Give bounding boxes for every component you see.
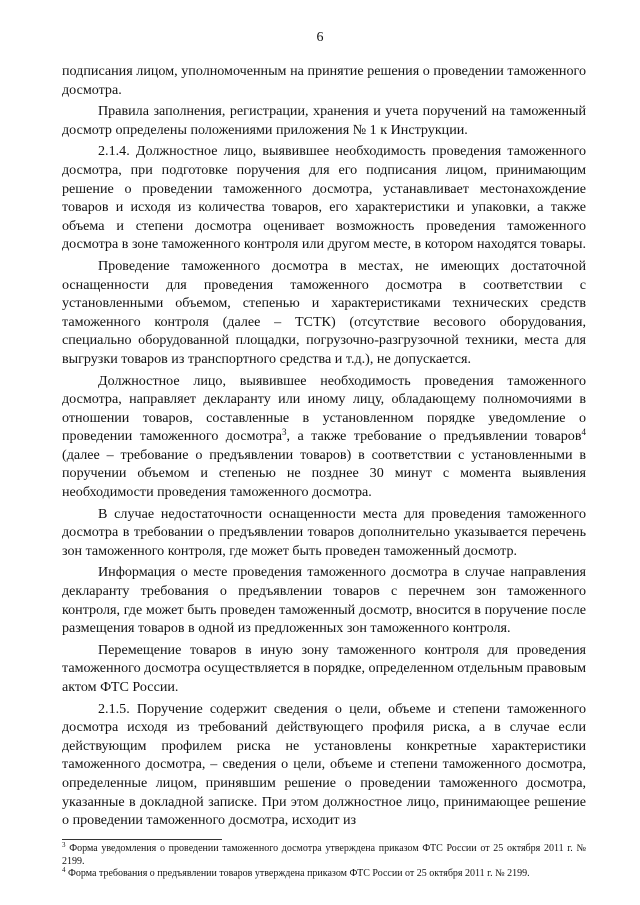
paragraph-5-part-1: Должностное лицо, выявившее необходимость проведения таможенного досмотра, направляет декларанту или иному лицу, обладающему полномочиями в отношении товаров, составленные в установленном порядке уведомление о проведении таможенного досмотра [62,372,586,445]
footnote-ref-4: 4 [581,427,586,438]
paragraph-6: В случае недостаточности оснащенности места для проведения таможенного досмотра в требовании о предъявлении товаров дополнительно указывается перечень зон таможенного контроля, где может быть проведен таможенный досмотр. [62,505,586,559]
page-number: 6 [316,30,324,45]
footnote-3-text: Форма уведомления о проведении таможенного досмотра утверждена приказом ФТС России от 25 октября 2011 г. № 2199. [62,843,586,867]
paragraph-1: подписания лицом, уполномоченным на принятие решения о проведении таможенного досмотра. [62,63,586,98]
paragraph-2: Правила заполнения, регистрации, хранения и учета поручений на таможенный досмотр определены положениями приложения № 1 к Инструкции. [62,103,586,138]
footnote-4 [62,868,586,881]
paragraph-5 [62,372,586,502]
body-text [62,62,586,833]
paragraph-3: 2.1.4. Должностное лицо, выявившее необходимость проведения таможенного досмотра, при подготовке поручения для его подписания лицом, принимающим решение о проведении таможенного досмотра, устанавливает местонахождение товаров и исходя из количества товаров, его характеристики и упаковки, а также объема и степени досмотра оценивает возможность проведения таможенного досмотра в зоне таможенного контроля или другом месте, в котором находятся товары. [62,143,586,253]
footnote-mark-3: 3 [62,841,66,849]
footnote-ref-3: 3 [282,427,287,438]
footnote-separator [62,839,222,840]
footnote-4-text: Форма требования о предъявлении товаров утверждена приказом ФТС России от 25 октября 2011 г. № 2199. [65,868,530,879]
paragraph-8: Перемещение товаров в иную зону таможенного контроля для проведения таможенного досмотра осуществляется в порядке, определенном отдельным правовым актом ФТС России. [62,641,586,695]
paragraph-9: 2.1.5. Поручение содержит сведения о цели, объеме и степени таможенного досмотра исходя из требований действующего профиля риска, а в случае если действующим профилем риска не установлены конкретные характеристики таможенного досмотра, – сведения о цели, объеме и степени таможенного досмотра, определенные лицом, принявшим решение о проведении таможенного досмотра, указанные в докладной записке. При этом должностное лицо, принимающее решение о проведении таможенного досмотра, исходит из [62,700,586,829]
footnote-3 [62,843,586,868]
footnotes [62,843,586,881]
paragraph-5-part-3: (далее – требование о предъявлении товаров) в соответствии с установленными в поручении объемом и степенью не позднее 30 минут с момента выявления необходимости проведения таможенного досмотра. [62,446,586,501]
paragraph-4: Проведение таможенного досмотра в местах, не имеющих достаточной оснащенности для проведения таможенного досмотра в соответствии с установленными объемом, степенью и характеристиками технических средств таможенного контроля (далее – ТСТК) (отсутствие весового оборудования, специально оборудованной площадки, погрузочно-разгрузочной техники, места для выгрузки товаров из транспортного средства и т.д.), не допускается. [62,257,586,367]
footnote-mark-4: 4 [62,866,66,874]
paragraph-5-part-2: , а также требование о предъявлении товаров [286,428,582,445]
paragraph-7: Информация о месте проведения таможенного досмотра в случае направления декларанту требования о предъявлении товаров с перечнем зон таможенного контроля, где может быть проведен таможенный досмотр, вносится в поручение после размещения товаров в одной из предложенных зон таможенного контроля. [62,564,586,637]
